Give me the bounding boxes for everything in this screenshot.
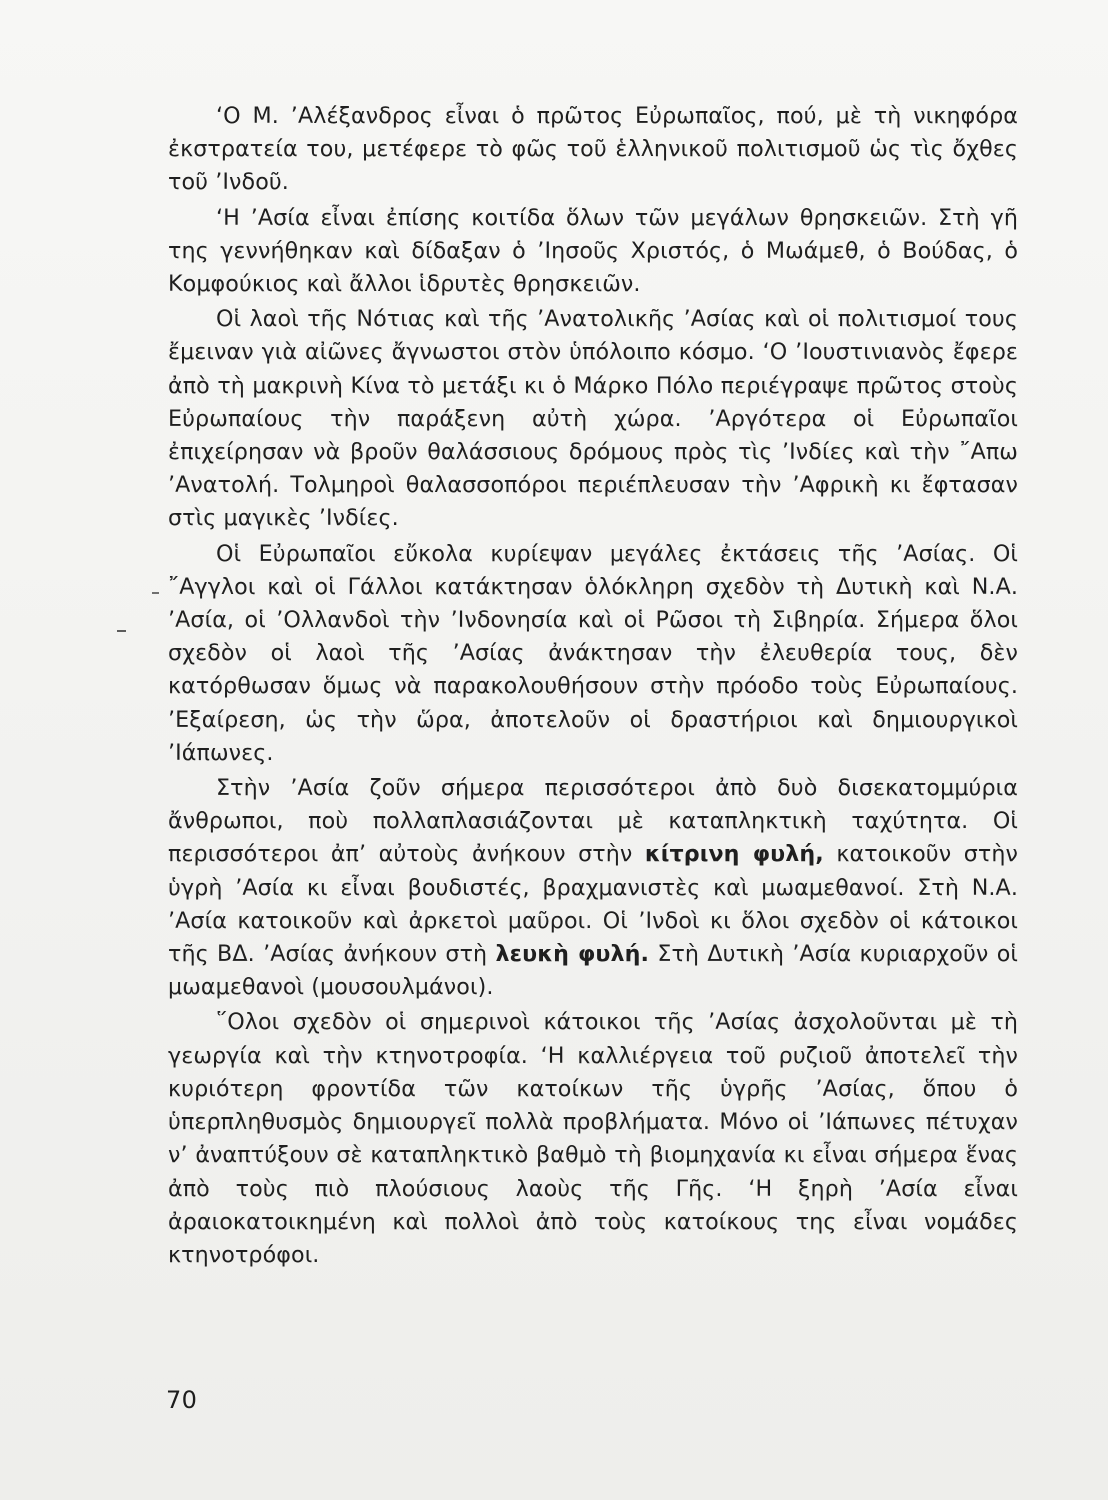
text-run: ‘Ο Μ. ’Αλέξανδρος εἶναι ὁ πρῶτος Εὐρωπαῖος, πού, μὲ τὴ νικηφόρα ἐκστρατεία του, μετέφερε τὸ φῶς τοῦ ἑλληνικοῦ πολιτισμοῦ ὡς τὶς ὄχθες τοῦ ’Ινδοῦ.	[168, 103, 1018, 196]
bold-text-run: λευκὴ φυλή.	[495, 941, 650, 968]
margin-mark	[117, 630, 126, 632]
paragraph	[168, 772, 1018, 1004]
bold-text-run: κίτρινη φυλή,	[644, 841, 824, 868]
text-run: Στὴν ’Ασία ζοῦν σήμερα περισσότεροι ἀπὸ δυὸ δισεκατομμύρια ἄνθρωποι, ποὺ πολλαπλασιάζονται μὲ καταπληκτικὴ ταχύτητα. Οἱ περισσότεροι ἀπ’ αὐτοὺς ἀνήκουν στὴν	[168, 775, 1018, 868]
text-run: Οἱ Εὐρωπαῖοι εὔκολα κυρίεψαν μεγάλες ἐκτάσεις τῆς ’Ασίας. Οἱ ῎Αγγλοι καὶ οἱ Γάλλοι κατάκτησαν ὁλόκληρη σχεδὸν τὴ Δυτικὴ καὶ Ν.Α. ’Ασία, οἱ ’Ολλανδοὶ τὴν ’Ινδονησία καὶ οἱ Ρῶσοι τὴ Σιβηρία. Σήμερα ὅλοι σχεδὸν οἱ λαοὶ τῆς ’Ασίας ἀνάκτησαν τὴν ἐλευθερία τους, δὲν κατόρθωσαν ὅμως νὰ παρακολουθήσουν στὴν πρόοδο τοὺς Εὐρωπαίους. ’Εξαίρεση, ὡς τὴν ὥρα, ἀποτελοῦν οἱ δραστήριοι καὶ δημιουργικοὶ ’Ιάπωνες.	[168, 540, 1018, 766]
paragraph	[168, 1006, 1018, 1272]
text-run: ‘Η ’Ασία εἶναι ἐπίσης κοιτίδα ὅλων τῶν μεγάλων θρησκειῶν. Στὴ γῆ της γεννήθηκαν καὶ δίδαξαν ὁ ’Ιησοῦς Χριστός, ὁ Μωάμεθ, ὁ Βούδας, ὁ Κομφούκιος καὶ ἄλλοι ἱδρυτὲς θρησκειῶν.	[168, 204, 1018, 298]
paragraph	[168, 202, 1018, 302]
paragraph	[168, 303, 1018, 535]
text-run: ῞Ολοι σχεδὸν οἱ σημερινοὶ κάτοικοι τῆς ’Ασίας ἀσχολοῦνται μὲ τὴ γεωργία καὶ τὴν κτηνοτροφία. ‘Η καλλιέργεια τοῦ ρυζιοῦ ἀποτελεῖ τὴν κυριότερη φροντίδα τῶν κατοίκων τῆς ὑγρῆς ’Ασίας, ὅπου ὁ ὑπερπληθυσμὸς δημιουργεῖ πολλὰ προβλήματα. Μόνο οἱ ’Ιάπωνες πέτυχαν ν’ ἀναπτύξουν σὲ καταπληκτικὸ βαθμὸ τὴ βιομηχανία κι εἶναι σήμερα ἕνας ἀπὸ τοὺς πιὸ πλούσιους λαοὺς τῆς Γῆς. ‘Η ξηρὴ ’Ασία εἶναι ἀραιοκατοικημένη καὶ πολλοὶ ἀπὸ τοὺς κατοίκους της εἶναι νομάδες κτηνοτρόφοι.	[168, 1009, 1018, 1268]
text-run: Οἱ λαοὶ τῆς Νότιας καὶ τῆς ’Ανατολικῆς ’Ασίας καὶ οἱ πολιτισμοί τους ἔμειναν γιὰ αἰῶνες ἄγνωστοι στὸν ὑπόλοιπο κόσμο. ‘Ο ’Ιουστινιανὸς ἔφερε ἀπὸ τὴ μακρινὴ Κίνα τὸ μετάξι κι ὁ Μάρκο Πόλο περιέγραψε πρῶτος στοὺς Εὐρωπαίους τὴν παράξενη αὐτὴ χώρα. ’Αργότερα οἱ Εὐρωπαῖοι ἐπιχείρησαν νὰ βροῦν θαλάσσιους δρόμους πρὸς τὶς ’Ινδίες καὶ τὴν ῎Απω ’Ανατολή. Τολμηροὶ θαλασσοπόροι περιέπλευσαν τὴν ’Αφρικὴ κι ἔφτασαν στὶς μαγικὲς ’Ινδίες.	[168, 306, 1018, 532]
text-run: κατοικοῦν στὴν ὑγρὴ ’Ασία κι εἶναι βουδιστές, βραχμανιστὲς καὶ μωαμεθανοί. Στὴ Ν.Α. ’Ασία κατοικοῦν καὶ ἀρκετοὶ μαῦροι. Οἱ ’Ινδοὶ κι ὅλοι σχεδὸν οἱ κάτοικοι τῆς ΒΔ. ’Ασίας ἀνήκουν στὴ	[168, 841, 1018, 968]
text-run: Στὴ Δυτικὴ ’Ασία κυριαρχοῦν οἱ μωαμεθανοὶ (μουσουλμάνοι).	[168, 941, 1018, 1001]
body-text	[168, 100, 1018, 1272]
paragraph	[168, 100, 1018, 200]
margin-mark	[152, 592, 159, 594]
page-number: 70	[166, 1386, 198, 1414]
paragraph	[168, 538, 1018, 770]
